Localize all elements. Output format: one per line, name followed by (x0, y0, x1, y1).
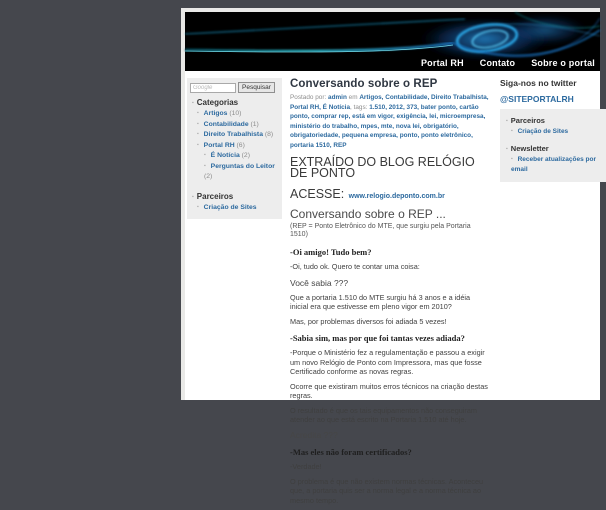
author-link[interactable]: admin (328, 94, 347, 101)
category-item-contabilidade (197, 120, 279, 131)
category-item-artigos (197, 109, 279, 120)
paragraph: -Porque o Ministério fez a regulamentação e passou a exigir um novo Relógio de Ponto com Impressora, mas que fosse Certificado conforme as novas regras. (290, 348, 485, 377)
category-count: (2) (241, 152, 250, 160)
top-nav (421, 58, 595, 68)
parceiros-list (190, 203, 279, 214)
dialogue-line: -Oi amigo! Tudo bem? (290, 247, 372, 258)
google-search-widget (190, 82, 279, 93)
browser-page (181, 8, 600, 505)
nav-contato[interactable]: Contato (479, 58, 516, 68)
nav-portal-rh[interactable]: Portal RH (420, 58, 464, 68)
site-header-banner (185, 12, 600, 71)
category-link[interactable]: Portal RH (203, 141, 235, 149)
question-line: Você sabia ??? (290, 277, 349, 288)
newsletter-list (504, 155, 602, 175)
paragraph: -Oi, tudo ok. Quero te contar uma coisa: (290, 262, 420, 272)
post-subtitle: Conversando sobre o REP ... (290, 206, 446, 221)
right-sidebar-box (500, 109, 606, 182)
search-input[interactable] (190, 83, 236, 93)
nav-sobre-o-portal[interactable]: Sobre o portal (531, 58, 595, 68)
parceiros-list (504, 127, 602, 137)
acesse-label: ACESSE: (290, 186, 345, 201)
newsletter-subscribe-link[interactable]: Receber atualizações por email (511, 156, 596, 174)
parceiros-item (511, 127, 602, 137)
parceiros-heading: ▪ Parceiros (506, 116, 602, 125)
content-area (185, 71, 600, 510)
category-link[interactable]: É Notícia (210, 152, 240, 160)
category-item-perguntas-do-leitor (204, 162, 279, 183)
category-link[interactable]: Perguntas do Leitor (210, 162, 275, 170)
category-item-direito-trabalhista (197, 130, 279, 141)
question-line: Acredita ??? (290, 430, 338, 441)
criacao-de-sites-link[interactable]: Criação de Sites (517, 128, 569, 136)
paragraph: Mas, por problemas diversos foi adiada 5 vezes! (290, 316, 447, 326)
category-item-portal-rh (197, 141, 279, 152)
newsletter-item (511, 155, 602, 175)
category-count: (8) (264, 131, 274, 139)
rep-definition-note: (REP = Ponto Eletrônico do MTE, que surgiu pela Portaria 1510) (290, 222, 471, 239)
post-title: Conversando sobre o REP (290, 78, 438, 90)
categories-list (190, 109, 279, 183)
right-sidebar (500, 78, 606, 182)
dialogue-line: -Sabia sim, mas por que foi tantas vezes adiada? (290, 333, 465, 344)
dialogue-line: -Mas eles não foram certificados? (290, 447, 412, 458)
paragraph: O problema é que não existem normas técnicas. Aconteceu que, a portaria quis ser a norma legal e a norma técnica ao mesmo tempo. (290, 476, 484, 505)
left-sidebar (187, 78, 282, 219)
twitter-follow-heading: Siga-nos no twitter (500, 78, 577, 88)
categories-heading: ▪ Categorias (192, 98, 279, 107)
postado-por-label: Postado por: (290, 94, 327, 101)
blog-url-link[interactable]: www.relogio.deponto.com.br (348, 192, 445, 200)
acesse-row (290, 185, 489, 203)
category-link[interactable]: Artigos (203, 110, 228, 117)
em-label: em (348, 94, 358, 101)
category-count: (1) (250, 120, 259, 128)
twitter-handle-link[interactable]: @SITEPORTALRH (500, 94, 574, 105)
category-links[interactable]: Artigos, Contabilidade, Direito Trabalhista, Portal RH, É Notícia (290, 94, 489, 111)
category-count: (10) (229, 110, 242, 117)
post-meta (290, 93, 489, 151)
paragraph: Ocorre que existiram muitos erros técnicos na criação destas regras. (290, 381, 488, 401)
criacao-de-sites-link[interactable]: Criação de Sites (203, 203, 257, 211)
paragraph: O resultado é que os tais equipamentos não conseguiram atender ao que está escrito na Portaria 1.510 até hoje. (290, 405, 477, 424)
parceiros-item (197, 203, 279, 214)
newsletter-heading: ▪ Newsletter (506, 144, 602, 153)
category-item-e-noticia (204, 151, 279, 162)
category-count: (6) (236, 141, 245, 149)
parceiros-heading: ▪ Parceiros (192, 192, 279, 201)
tag-links[interactable]: 1.510, 2012, 373, bater ponto, cartão ponto, comprar rep, está em vigor, exigência, lei, microempresa, ministério do trabalho, mpes, mte, nova lei, obrigatório, obrigatoriedade, pequena empresa, ponto, ponto eletrônico, portaria 1510, REP (290, 103, 486, 150)
extraido-heading: EXTRAÍDO DO BLOG RELÓGIO DE PONTO (290, 154, 475, 181)
category-link[interactable]: Direito Trabalhista (203, 131, 263, 139)
tags-label: , tags: (350, 103, 368, 111)
search-button[interactable]: Pesquisar (238, 82, 275, 93)
category-count: (2) (204, 173, 213, 181)
paragraph: -Verdade! (290, 462, 322, 472)
paragraph: Que a portaria 1.510 do MTE surgiu há 3 anos e a idéia inicial era que estivesse em pleno vigor em 2010? (290, 292, 471, 312)
main-column (290, 78, 489, 510)
category-link[interactable]: Contabilidade (203, 120, 249, 128)
